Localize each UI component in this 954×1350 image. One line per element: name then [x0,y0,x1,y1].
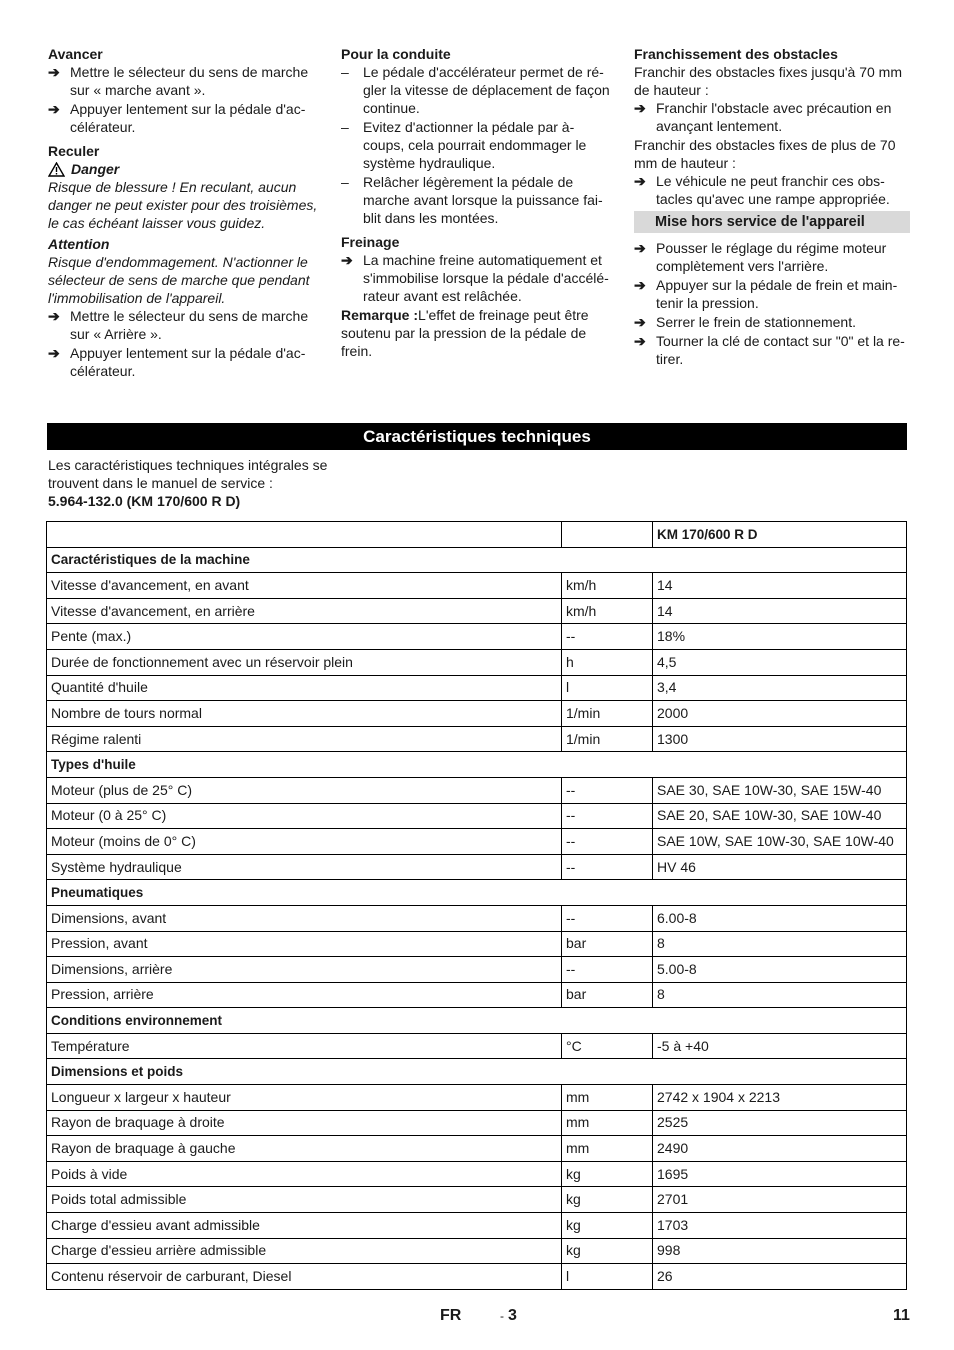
row-label: Vitesse d'avancement, en avant [47,573,562,599]
row-label: Contenu réservoir de carburant, Diesel [47,1264,562,1290]
table-row [47,1187,907,1213]
section-heading: Conditions environnement [47,1008,907,1034]
table-section-row [47,1059,907,1085]
arrow-right-icon: ➔ [634,314,646,330]
row-unit: mm [562,1136,653,1162]
row-value: 2490 [653,1136,907,1162]
list-item: ➔ Appuyer sur la pédale de frein et main- tenir la pression. [634,277,898,311]
table-row [47,829,907,855]
obstacles-text-2: Franchir des obstacles fixes de plus de 70 mm de hauteur : [634,137,896,171]
table-row [47,649,907,675]
list-item: ➔ Pousser le réglage du régime moteur complètement vers l'arrière. [634,240,887,274]
table-row [47,905,907,931]
arrow-right-icon: ➔ [634,100,646,116]
row-label: Poids à vide [47,1161,562,1187]
row-unit: l [562,675,653,701]
intro-text: Les caractéristiques techniques intégrales se trouvent dans le manuel de service : [48,457,328,491]
table-row [47,931,907,957]
table-row [47,624,907,650]
footer-language: FR [440,1307,462,1324]
table-row [47,675,907,701]
row-label: Vitesse d'avancement, en arrière [47,598,562,624]
table-row [47,803,907,829]
column-left [48,45,320,381]
table-section-row [47,752,907,778]
row-label: Rayon de braquage à gauche [47,1136,562,1162]
row-label: Dimensions, arrière [47,957,562,983]
row-value: SAE 20, SAE 10W-30, SAE 10W-40 [653,803,907,829]
row-label: Régime ralenti [47,726,562,752]
tech-intro [48,456,348,510]
row-unit: °C [562,1033,653,1059]
row-label: Longueur x largeur x hauteur [47,1085,562,1111]
footer-page-number: 11 [893,1307,910,1324]
list-item: ➔ Le véhicule ne peut franchir ces obs- tacles qu'avec une rampe appropriée. [634,173,890,207]
intro-reference: 5.964-132.0 (KM 170/600 R D) [48,493,241,509]
remark: Remarque :L'effet de freinage peut être soutenu par la pression de la pédale de frein. [341,307,589,359]
row-unit: h [562,649,653,675]
row-value: 2742 x 1904 x 2213 [653,1085,907,1111]
row-label: Poids total admissible [47,1187,562,1213]
column-right [634,45,910,369]
row-value: HV 46 [653,854,907,880]
spec-table [46,521,907,1290]
row-unit: l [562,1264,653,1290]
table-row [47,1110,907,1136]
row-unit: -- [562,905,653,931]
row-value: 4,5 [653,649,907,675]
row-value: 998 [653,1238,907,1264]
arrow-right-icon: ➔ [341,252,353,268]
row-value: 14 [653,598,907,624]
row-unit: bar [562,931,653,957]
list-item: ➔ Mettre le sélecteur du sens de marche sur « Arrière ». [48,308,309,342]
row-value: SAE 10W, SAE 10W-30, SAE 10W-40 [653,829,907,855]
row-unit: kg [562,1213,653,1239]
list-item: – Evitez d'actionner la pédale par à- coups, cela pourrait endommager le système hydraulique. [341,119,587,171]
heading-conduite: Pour la conduite [341,46,451,62]
row-label: Pression, avant [47,931,562,957]
table-row [47,598,907,624]
row-label: Système hydraulique [47,854,562,880]
dash-marker: – [341,174,349,190]
section-title: Caractéristiques techniques [47,423,907,450]
row-label: Pente (max.) [47,624,562,650]
row-value: 18% [653,624,907,650]
list-item: ➔ Appuyer lentement sur la pédale d'ac- célérateur. [48,345,306,379]
arrow-right-icon: ➔ [634,240,646,256]
table-row [47,777,907,803]
row-unit: kg [562,1161,653,1187]
row-value: 8 [653,931,907,957]
list-item: – Relâcher légèrement la pédale de marche avant lorsque la puissance fai- blit dans les montées. [341,174,603,226]
row-value: 2000 [653,701,907,727]
row-label: Température [47,1033,562,1059]
heading-reculer: Reculer [48,143,100,159]
row-value: 6.00-8 [653,905,907,931]
arrow-right-icon: ➔ [634,333,646,349]
attention-heading: Attention [48,236,110,252]
row-label: Moteur (moins de 0° C) [47,829,562,855]
table-row [47,957,907,983]
list-item: ➔ Appuyer lentement sur la pédale d'ac- célérateur. [48,101,306,135]
list-item: ➔ Mettre le sélecteur du sens de marche sur « marche avant ». [48,64,309,98]
dash-marker: – [341,119,349,135]
row-unit: km/h [562,598,653,624]
section-heading: Types d'huile [47,752,907,778]
arrow-right-icon: ➔ [634,277,646,293]
row-label: Pression, arrière [47,982,562,1008]
row-unit: kg [562,1238,653,1264]
row-value: 1703 [653,1213,907,1239]
row-unit: kg [562,1187,653,1213]
row-label: Moteur (0 à 25° C) [47,803,562,829]
danger-heading: Danger [48,160,320,178]
table-cell [562,522,653,548]
table-row [47,573,907,599]
row-value: -5 à +40 [653,1033,907,1059]
section-heading: Caractéristiques de la machine [47,547,907,573]
table-row [47,726,907,752]
table-row [47,1213,907,1239]
heading-avancer: Avancer [48,46,103,62]
row-unit: -- [562,829,653,855]
row-unit: -- [562,854,653,880]
row-label: Nombre de tours normal [47,701,562,727]
row-value: 26 [653,1264,907,1290]
heading-freinage: Freinage [341,234,400,250]
arrow-right-icon: ➔ [48,64,60,80]
row-unit: 1/min [562,701,653,727]
attention-text: Risque d'endommagement. N'actionner le sélecteur de sens de marche que pendant l'immobilisation de l'appareil. [48,254,310,306]
row-unit: 1/min [562,726,653,752]
row-unit: km/h [562,573,653,599]
list-item: ➔ Tourner la clé de contact sur "0" et la re- tirer. [634,333,905,367]
row-value: 2525 [653,1110,907,1136]
row-label: Rayon de braquage à droite [47,1110,562,1136]
dash-marker: – [341,64,349,80]
table-row [47,1033,907,1059]
obstacles-text-1: Franchir des obstacles fixes jusqu'à 70 mm de hauteur : [634,64,903,98]
list-item: ➔ Franchir l'obstacle avec précaution en avançant lentement. [634,100,892,134]
row-value: 5.00-8 [653,957,907,983]
arrow-right-icon: ➔ [48,101,60,117]
row-value: 3,4 [653,675,907,701]
row-unit: -- [562,777,653,803]
row-value: 8 [653,982,907,1008]
row-unit: -- [562,624,653,650]
row-unit: -- [562,803,653,829]
row-label: Quantité d'huile [47,675,562,701]
arrow-right-icon: ➔ [634,173,646,189]
footer-section-page: - 3 [500,1307,517,1324]
section-heading: Dimensions et poids [47,1059,907,1085]
row-label: Durée de fonctionnement avec un réservoir plein [47,649,562,675]
table-row [47,982,907,1008]
row-unit: -- [562,957,653,983]
table-section-row [47,1008,907,1034]
section-heading: Pneumatiques [47,880,907,906]
row-value: 1695 [653,1161,907,1187]
table-section-row [47,880,907,906]
table-row [47,1238,907,1264]
table-cell [47,522,562,548]
table-header-row [47,522,907,548]
heading-mise-hors-service: Mise hors service de l'appareil [634,211,910,233]
heading-obstacles: Franchissement des obstacles [634,46,838,62]
table-row [47,1264,907,1290]
row-unit: mm [562,1110,653,1136]
list-item: ➔ La machine freine automatiquement et s'immobilise lorsque la pédale d'accélé- rateur avant est relâchée. [341,252,609,304]
column-middle [341,45,616,360]
arrow-right-icon: ➔ [48,308,60,324]
row-label: Charge d'essieu arrière admissible [47,1238,562,1264]
danger-text: Risque de blessure ! En reculant, aucun danger ne peut exister pour des troisièmes, le cas échéant laisser vous guidez. [48,179,318,231]
list-item: – Le pédale d'accélérateur permet de ré- gler la vitesse de déplacement de façon continue. [341,64,610,116]
row-value: 14 [653,573,907,599]
row-unit: bar [562,982,653,1008]
row-label: Charge d'essieu avant admissible [47,1213,562,1239]
table-row [47,854,907,880]
row-label: Dimensions, avant [47,905,562,931]
warning-triangle-icon [48,162,65,177]
row-value: SAE 30, SAE 10W-30, SAE 15W-40 [653,777,907,803]
row-unit: mm [562,1085,653,1111]
arrow-right-icon: ➔ [48,345,60,361]
table-row [47,1161,907,1187]
row-label: Moteur (plus de 25° C) [47,777,562,803]
table-row [47,1085,907,1111]
row-value: 1300 [653,726,907,752]
model-header: KM 170/600 R D [653,522,907,548]
list-item: ➔ Serrer le frein de stationnement. [634,314,856,330]
table-row [47,1136,907,1162]
table-section-row [47,547,907,573]
row-value: 2701 [653,1187,907,1213]
table-row [47,701,907,727]
